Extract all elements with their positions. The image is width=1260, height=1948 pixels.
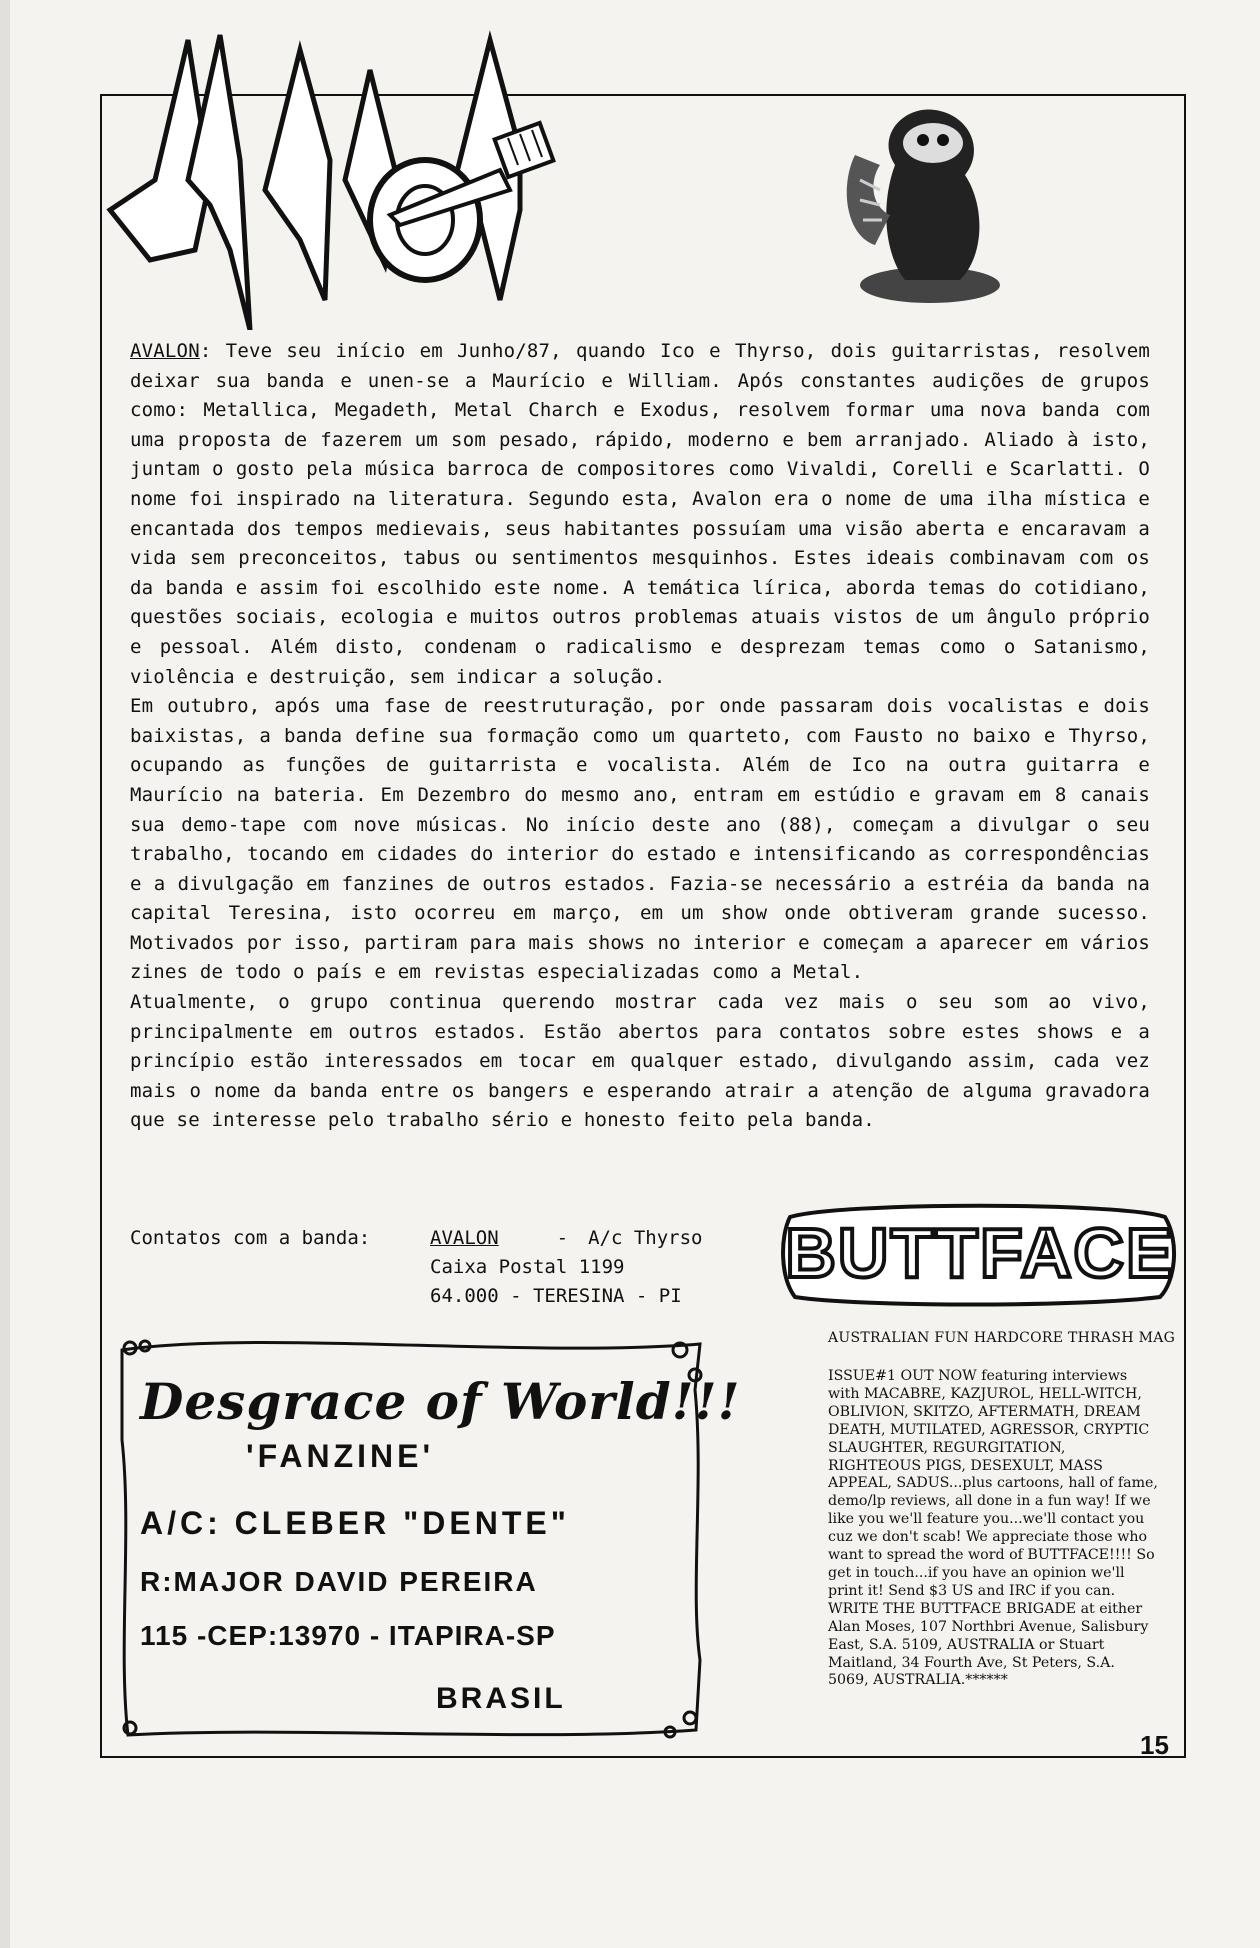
article-paragraph-1 xyxy=(130,337,1150,692)
fanzine-subtitle: 'FANZINE' xyxy=(246,1438,435,1474)
contacts-dash: - xyxy=(556,1227,569,1249)
buttface-logo-text: BUTTFACE xyxy=(785,1214,1175,1292)
contacts-city: 64.000 - TERESINA - PI xyxy=(430,1285,682,1307)
contacts-box: Caixa Postal 1199 xyxy=(430,1256,625,1278)
fanzine-country: BRASIL xyxy=(436,1682,566,1715)
avalon-article xyxy=(130,337,1150,1136)
fanzine-title: Desgrace of World!!! xyxy=(140,1372,741,1431)
buttface-logo xyxy=(780,1197,1180,1307)
article-paragraph-1-text: : Teve seu início em Junho/87, quando Ico e Thyrso, dois guitarristas, resolvem deixar sua banda e unen-se a Maurício e William. Após constantes audições de grupos como: Metallica, Megadeth, Metal Charch e Exodus, resolvem formar uma nova banda com uma proposta de fazerem um som pesado, rápido, moderno e bem arranjado. Aliado à isto, juntam o gosto pela música barroca de compositores como Vivaldi, Corelli e Scarlatti. O nome foi inspirado na literatura. Segundo esta, Avalon era o nome de uma ilha mística e encantada dos tempos medievais, seus habitantes possuíam uma visão aberta e encaravam a vida sem preconceitos, tabus ou sentimentos mesquinhos. Estes ideais combinavam com os da banda e assim foi escolhido este nome. A temática lírica, aborda temas do cotidiano, questões sociais, ecologia e muitos outros problemas atuais vistos de um ângulo próprio e pessoal. Além disto, condenam o radicalismo e desprezam temas como o Satanismo, violência e destruição, sem indicar a solução. xyxy=(130,340,1150,688)
article-paragraph-2: Em outubro, após uma fase de reestruturação, por onde passaram dois vocalistas e dois baixistas, a banda define sua formação como um quarteto, com Fausto no baixo e Thyrso, ocupando as funções de guitarrista e vocalista. Além de Ico na outra guitarra e Maurício na bateria. Em Dezembro do mesmo ano, entram em estúdio e gravam em 8 canais sua demo-tape com nove músicas. No início deste ano (88), começam a divulgar o seu trabalho, tocando em cidades do interior do estado e intensificando as correspondências e a divulgação em fanzines de outros estados. Fazia-se necessário a estréia da banda na capital Teresina, isto ocorreu em março, em um show onde obtiveram grande sucesso. Motivados por isso, partiram para mais shows no interior e começam a aparecer em vários zines de todo o país e em revistas especializadas como a Metal. xyxy=(130,695,1150,984)
contacts-attn: A/c Thyrso xyxy=(588,1227,703,1249)
contacts-band: AVALON xyxy=(430,1227,499,1249)
cartoon-cat-illustration xyxy=(835,95,1010,310)
fanzine-street: R:MAJOR DAVID PEREIRA xyxy=(140,1566,538,1597)
page-number: 15 xyxy=(1140,1730,1169,1760)
band-contacts xyxy=(130,1224,760,1311)
avalon-logo xyxy=(100,30,560,330)
fanzine-contact: A/C: CLEBER "DENTE" xyxy=(140,1505,570,1541)
fanzine-number: 115 -CEP:13970 - ITAPIRA-SP xyxy=(140,1620,556,1651)
buttface-tagline: AUSTRALIAN FUN HARDCORE THRASH MAG xyxy=(828,1330,1176,1346)
article-band-name: AVALON xyxy=(130,340,200,362)
scan-edge xyxy=(0,0,10,1948)
article-paragraph-3: Atualmente, o grupo continua querendo mostrar cada vez mais o seu som ao vivo, principalmente em outros estados. Estão abertos para contatos sobre estes shows e a princípio estão interessados em tocar em qualquer estado, divulgando assim, cada vez mais o nome da banda entre os bangers e esperando atrair a atenção de alguma gravadora que se interesse pelo trabalho sério e honesto feito pela banda. xyxy=(130,991,1150,1132)
buttface-description: ISSUE#1 OUT NOW featuring interviews with MACABRE, KAZJUROL, HELL-WITCH, OBLIVION, SKITZO, AFTERMATH, DREAM DEATH, MUTILATED, AGRESSOR, CRYPTIC SLAUGHTER, REGURGITATION, RIGHTEOUS PIGS, DESEXULT, MASS APPEAL, SADUS...plus cartoons, hall of fame, demo/lp reviews, all done in a fun way! If we like you we'll feature you...we'll contact you cuz we don't scab! We appreciate those who want to spread the word of BUTTFACE!!!! So get in touch...if you have an opinion we'll print it! Send $3 US and IRC if you can. WRITE THE BUTTFACE BRIGADE at either Alan Moses, 107 Northbri Avenue, Salisbury East, S.A. 5109, AUSTRALIA or Stuart Maitland, 34 Fourth Ave, St Peters, S.A. 5069, AUSTRALIA.****** xyxy=(828,1368,1158,1689)
contacts-label: Contatos com a banda: xyxy=(130,1227,371,1249)
